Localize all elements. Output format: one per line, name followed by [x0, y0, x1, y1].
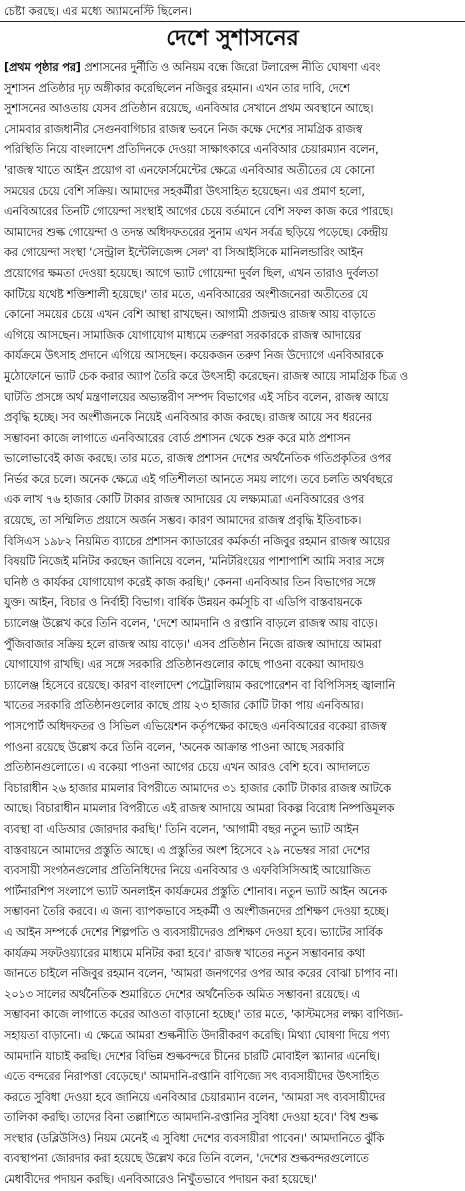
article-line [4, 243, 461, 264]
article-line [4, 841, 461, 862]
article-line [4, 820, 461, 841]
article-line-text: মেধাবীদের পদায়ন করছি। এনবিআরেও নিখুঁতভাবে পদায়ন করা হয়েছে।' [4, 1173, 317, 1187]
article-line-text: যোগাযোগ রাখছি। এর সঙ্গে সরকারি প্রতিষ্ঠানগুলোর কাছে পাওনা বকেয়া আদায়ও [4, 658, 364, 672]
article-line-text: কোনো সময়ের চেয়ে এখন বেশি আস্থা রাখছেন। আগামী প্রজন্মও রাজস্ব আয় বাড়াতে [4, 308, 376, 322]
article-line [4, 511, 461, 532]
article-line-text: ব্যবস্থাপনা জোরদার করা হয়েছে উল্লেখ করে তিনি বলেন, 'দেশের শুল্কবন্দরগুলোতে [4, 1152, 369, 1166]
article-line [4, 1170, 461, 1191]
article-line [4, 1067, 461, 1088]
article-line-text: ব্যবস্থা বা এডিআর জোরদার করছি।' তিনি বলেন, 'আগামী বছর নতুন ভ্যাট আইন [4, 822, 359, 836]
article-line [4, 985, 461, 1006]
article-line [4, 902, 461, 923]
article-line-text: তালিকা করছি। তাদের বিনা তল্লাশিতে আমদানি-রপ্তানির সুবিধা দেওয়া হবে।' বিশ্ব শুল্ক [4, 1111, 378, 1125]
article-line [4, 305, 461, 326]
article-line-text: চ্যালেঞ্জ উল্লেখ করে তিনি বলেন, 'দেশে আমদানি ও রপ্তানি বাড়লে রাজস্ব আয় বাড়ে। [4, 617, 378, 631]
article-line-text: সহায়তা বাড়ানো। এ ক্ষেত্রে আমরা শুল্কনীতি উদারীকরণ করেছি। মিথ্যা ঘোষণা দিয়ে পণ্য [4, 1028, 390, 1042]
article-line [4, 758, 461, 779]
article-line-text: বাস্তবায়নে আমাদের প্রস্তুতি আছে। এ প্রস্তুতির অংশ হিসেবে ২৯ নভেম্বর সারা দেশের [4, 843, 370, 857]
article-line [4, 388, 461, 409]
article-line-text: কর গোয়েন্দা সংস্থা 'সেন্ট্রাল ইন্টেলিজেন্স সেল' বা সিআইসিকে মানিলন্ডারিং আইন [4, 246, 364, 260]
article-line-text: এগিয়ে আসছেন। সামাজিক যোগাযোগ মাধ্যমে তরুণরা সরকারকে রাজস্ব আদায়ের [4, 328, 362, 342]
article-line [4, 429, 461, 450]
article-line-text: ব্যবসায়ী সংগঠনগুলোর প্রতিনিধিদের নিয়ে এনবিআর ও এফবিসিসিআই আয়োজিত [4, 864, 371, 878]
article-line-text: খাতের সরকারি প্রতিষ্ঠানগুলোর কাছে প্রায় ২৩ হাজার কোটি টাকা পায় এনবিআর। [4, 699, 364, 713]
article-line [4, 882, 461, 903]
article-body [4, 58, 461, 1187]
article-line-text: পুঁজিবাজার সক্রিয় হলে রাজস্ব আয় বাড়ে।' এসব প্রতিষ্ঠান নিজে রাজস্ব আদায়ে আমরা [4, 637, 382, 651]
article-line [4, 779, 461, 800]
article-line-text: কাটিয়ে যথেষ্ট শক্তিশালী হয়েছে।' তার মতে, এনবিআরের অংশীজনেরা অতীতের যে [4, 287, 368, 301]
article-line [4, 79, 461, 100]
article-line [4, 573, 461, 594]
article-line [4, 696, 461, 717]
article-line-text: সম্ভাবনা তৈরি করবে। এ জন্য ব্যাপকভাবে সহকর্মী ও অংশীজনদের প্রশিক্ষণ দেওয়া হচ্ছে। [4, 905, 389, 919]
article-line [4, 99, 461, 120]
article-line-text: পাসপোর্ট অধিদফতর ও সিভিল এভিয়েশন কর্তৃপক্ষের কাছেও এনবিআরের বকেয়া রাজস্ব [4, 720, 387, 733]
article-line [4, 738, 461, 759]
article-line-text: ঘাটতি প্রসঙ্গে অর্থ মন্ত্রণালয়ের অভ্যন্তরীণ সম্পদ বিভাগের এই সচিব বলেন, রাজস্ব আয়ে [4, 390, 389, 404]
article-line-text: সংস্থার (ডব্লিউসিও) নিয়ম মেনেই এ সুবিধা দেশের ব্যবসায়ীরা পাবেন।' আমদানিতে ঝুঁকি [4, 1131, 385, 1145]
article-line [4, 676, 461, 697]
article-line [4, 964, 461, 985]
article-line-text: সোমবার রাজধানীর সেগুনবাগিচার রাজস্ব ভবনে নিজ কক্ষে দেশের সামগ্রিক রাজস্ব [4, 122, 363, 136]
article-line [4, 182, 461, 203]
article-line-text: সুশাসন প্রতিষ্ঠার দৃঢ় অঙ্গীকার করেছিলেন নজিবুর রহমান। এখন তার দাবি, দেশে [4, 81, 350, 95]
article-line [4, 614, 461, 635]
article-line [4, 1026, 461, 1047]
article-line-text: প্রতিষ্ঠানগুলোতে। এ বকেয়া পাওনা আগের চেয়ে এখন আরও বেশি হবে। আদালতে [4, 761, 370, 775]
article-line-text: পরিস্থিতি নিয়ে বাংলাদেশ প্রতিদিনকে দেওয়া সাক্ষাৎকারে এনবিআর চেয়ারম্যান বলেন, [4, 143, 379, 157]
article-line-text: এক লাখ ৭৬ হাজার কোটি টাকার রাজস্ব আদায়ের যে লক্ষ্যমাত্রা এনবিআরের ওপর [4, 493, 365, 507]
article-line-text: পাওনা রয়েছে উল্লেখ করে তিনি বলেন, 'অনেক আক্রান্ত পাওনা আছে সরকারি [4, 740, 345, 754]
article-line-text: এ আইন সম্পর্কে দেশের শিল্পপতি ও ব্যবসায়ীদেরও প্রশিক্ষণ দেওয়া হবে। ভ্যাটের সার্বিক [4, 925, 383, 939]
article-line [4, 285, 461, 306]
article-line [4, 408, 461, 429]
article-line [4, 120, 461, 141]
article-line [4, 635, 461, 656]
article-line-text: বিচারাধীন ২৬ হাজার মামলার বিপরীতে আমাদের ৩১ হাজার কোটি টাকার রাজস্ব আটকে [4, 781, 391, 795]
article-line [4, 1108, 461, 1129]
article-line-text: এনবিআরের তিনটি গোয়েন্দা সংস্থাই আগের চেয়ে বর্তমানে বেশি সফল কাজ করে পারছে। [4, 205, 394, 219]
article-line-text: প্রবৃদ্ধি হচ্ছে। সব অংশীজনকে নিয়েই এনবিআর কাজ করছে। রাজস্ব আয়ে সব ধরনের [4, 411, 372, 425]
article-line-text: সম্ভাবনা কাজে লাগাতে করের আওতা বাড়ানো হচ্ছে।' তার মতে, 'কাস্টমসের লক্ষ্য বাণিজ্য- [4, 1008, 403, 1022]
article-line-text: আমদানি যাচাই করছি। দেশের বিভিন্ন শুল্কবন্দরে চীনের চারটি মোবাইল স্ক্যানার এনেছি। [4, 1049, 380, 1063]
article-line [4, 552, 461, 573]
article-line [4, 449, 461, 470]
article-line [4, 717, 461, 738]
article-line [4, 326, 461, 347]
article-line [4, 1129, 461, 1150]
article-line [4, 1088, 461, 1109]
article-line-text: আমাদের শুল্ক গোয়েন্দা ও তদন্ত অধিদফতরের সুনাম এখন সর্বত্র ছড়িয়ে পড়েছে। কেন্দ্রীয় [4, 225, 388, 239]
article-line-text: রয়েছে, তা সম্মিলিত প্রয়াসে অর্জন সম্ভব। কারণ আমাদের রাজস্ব প্রবৃদ্ধি ইতিবাচক। [4, 514, 362, 528]
article-line [4, 470, 461, 491]
article-line [4, 1149, 461, 1170]
article-headline: দেশে সুশাসনের [166, 26, 299, 51]
article-line [4, 58, 461, 79]
continuation-tag: [প্রথম পৃষ্ঠার পর] [4, 61, 81, 74]
article-line-text: যুক্ত। আইন, বিচার ও নির্বাহী বিভাগ। বার্ষিক উন্নয়ন কর্মসূচি বা এডিপি বাস্তবায়নকে [4, 596, 362, 610]
article-line [4, 799, 461, 820]
article-line-text: নির্ভর করে চলে। অনেক ক্ষেত্রে এই গতিশীলতা আনতে সময় লাগে। তবে চলতি অর্থবছরে [4, 472, 393, 486]
article-line [4, 593, 461, 614]
article-line [4, 140, 461, 161]
article-line [4, 532, 461, 553]
article-line-text: ভালোভাবেই কাজ করছে। তার মতে, রাজস্ব প্রশাসন দেশের অর্থনৈতিক গতিপ্রকৃতির ওপর [4, 452, 392, 466]
article-line [4, 223, 461, 244]
article-line-text: বিষয়টি নিজেই মনিটর করছেন জানিয়ে বলেন, 'মনিটরিংয়ের পাশাপাশি আমি সবার সঙ্গে [4, 555, 385, 569]
article-line [4, 161, 461, 182]
article-line [4, 490, 461, 511]
article-line [4, 346, 461, 367]
article-line-text: সম্ভাবনা কাজে লাগাতে এনবিআরের বোর্ড প্রশাসন থেকে শুরু করে মাঠ প্রশাসন [4, 431, 351, 445]
previous-article-snippet: চেষ্টা করছে। এর মধ্যে অ্যামনেস্টি ছিলেন। [0, 0, 465, 22]
article-line-text: 'রাজস্ব খাতে আইন প্রয়োগ বা এনফোর্সমেন্টের ক্ষেত্রে এনবিআর অতীতের যে কোনো [4, 163, 375, 177]
article-line-text: করতে সুবিধা দেওয়া হবে জানিয়ে এনবিআর চেয়ারম্যান বলেন, 'আমরা সৎ ব্যবসায়ীদের [4, 1090, 386, 1104]
article-line-text: আছে। বিচারাধীন মামলার বিপরীতে এই রাজস্ব আদায়ে আমরা বিকল্প বিরোধ নিষ্পত্তিমূলক [4, 802, 395, 816]
article-line-text: মুঠোফোনে ভ্যাট চেক করার অ্যাপ তৈরি করে উৎসাহী করেছেন। রাজস্ব আয়ে সামগ্রিক চিত্র ও [4, 369, 408, 383]
article-line [4, 944, 461, 965]
article-line-text: সুশাসনের আওতায় যেসব প্রতিষ্ঠান রয়েছে, এনবিআর সেখানে প্রথম অবস্থানে আছে। [4, 102, 374, 116]
article-line [4, 861, 461, 882]
article-line [4, 1047, 461, 1068]
article-line-text: সময়ের চেয়ে বেশি সক্রিয়। আমাদের সহকর্মীরা উৎসাহিত হয়েছেন। এর প্রমাণ হলো, [4, 184, 365, 198]
article-line-text: ঘনিষ্ঠ ও কার্যকর যোগাযোগ করেই কাজ করছি।' কেননা এনবিআর তিন বিভাগের সঙ্গে [4, 575, 376, 589]
article-line-text: বিসিএস ১৯৮২ নিয়মিত ব্যাচের প্রশাসন ক্যাডারের কর্মকর্তা নজিবুর রহমান রাজস্ব আয়ের [4, 534, 390, 548]
article-line [4, 923, 461, 944]
article-line [4, 655, 461, 676]
article-line-text: জানতে চাইলে নজিবুর রহমান বলেন, 'আমরা জনগণের ওপর আর করের বোঝা চাপাব না। [4, 967, 398, 981]
article-line-text: প্রশাসনের দুর্নীতি ও অনিয়ম বন্ধে জিরো টলারেন্স নীতি ঘোষণা এবং [80, 61, 381, 74]
article-line-text: প্রয়োগের ক্ষমতা দেওয়া হয়েছে। আগে ভ্যাট গোয়েন্দা দুর্বল ছিল, এখন তারাও দুর্বলতা [4, 266, 379, 280]
article-line [4, 1005, 461, 1026]
article-line-text: কার্যক্রম সফটওয়্যারের মাধ্যমে মনিটর করা হবে।' রাজস্ব খাতের নতুন সম্ভাবনার কথা [4, 946, 366, 960]
article-line-text: এতে বন্দরের নিরাপত্তা বেড়েছে।' আমদানি-রপ্তানি বাণিজ্যে সৎ ব্যবসায়ীদের উৎসাহিত [4, 1070, 379, 1084]
article-line-text: পার্টনারশিপ সংলাপে ভ্যাট অনলাইন কার্যক্রমের প্রস্তুতি শোনাব। নতুন ভ্যাট আইন অনেক [4, 884, 387, 898]
article-line-text: ২০১৩ সালের অর্থনৈতিক শুমারিতে দেশের অর্থনৈতিক অমিত সম্ভাবনা রয়েছে। এ [4, 987, 361, 1001]
article-line-text: কার্যক্রমে উৎসাহ প্রদানে এগিয়ে আসছেন। কয়েকজন তরুণ নিজ উদ্যোগে এনবিআরকে [4, 349, 384, 363]
article-line [4, 202, 461, 223]
article-line [4, 264, 461, 285]
article-line [4, 367, 461, 388]
article-line-text: চ্যালেঞ্জ হিসেবে রয়েছে। কারণ বাংলাদেশ পেট্রোলিয়াম করপোরেশন বা বিপিসিসহ জ্বালানি [4, 678, 396, 692]
